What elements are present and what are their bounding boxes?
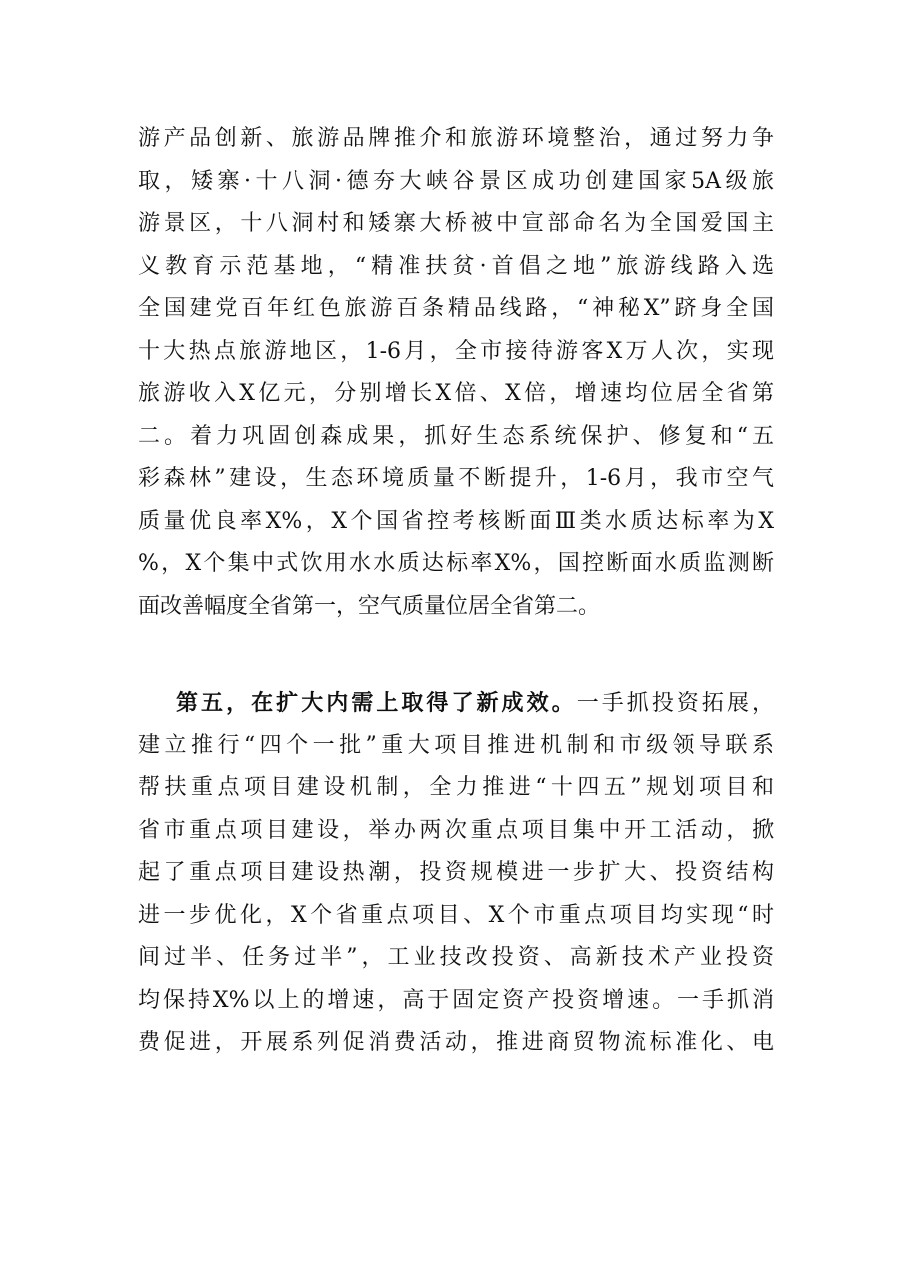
text-line: 均保持X%以上的增速，高于固定资产投资增速。一手抓消 (138, 987, 774, 1013)
text-line: 旅游收入X亿元，分别增长X倍、X倍，增速均位居全省第 (138, 381, 774, 406)
text-line: 省市重点项目建设，举办两次重点项目集中开工活动，掀 (138, 817, 774, 843)
heading-continuation: 一手抓投资拓展， (576, 691, 774, 716)
text-line: 起了重点项目建设热潮，投资规模进一步扩大、投资结构 (138, 860, 774, 885)
text-line: 面改善幅度全省第一，空气质量位居全省第二。 (138, 593, 601, 619)
text-line: 全国建党百年红色旅游百条精品线路，“神秘X”跻身全国 (138, 296, 774, 321)
text-line: 进一步优化，X个省重点项目、X个市重点项目均实现“时 (138, 902, 774, 928)
text-line: 十大热点旅游地区，1-6月，全市接待游客X万人次，实现 (138, 338, 774, 364)
text-line: 质量优良率X%，X个国省控考核断面Ⅲ类水质达标率为X (138, 508, 774, 534)
paragraph-domestic-demand (138, 682, 774, 1065)
text-line: 义教育示范基地，“精准扶贫·首倡之地”旅游线路入选 (138, 253, 774, 279)
text-line: 建立推行“四个一批”重大项目推进机制和市级领导联系 (138, 732, 774, 758)
text-line: 取，矮寨·十八洞·德夯大峡谷景区成功创建国家5A级旅 (138, 168, 774, 194)
text-line: 游产品创新、旅游品牌推介和旅游环境整治，通过努力争 (138, 126, 774, 151)
text-line: 帮扶重点项目建设机制，全力推进“十四五”规划项目和 (138, 775, 774, 800)
paragraph-tourism-ecology (138, 118, 774, 628)
text-line: 间过半、任务过半”，工业技改投资、高新技术产业投资 (138, 945, 774, 970)
text-line: 彩森林”建设，生态环境质量不断提升，1-6月，我市空气 (138, 466, 774, 491)
section-heading: 第五，在扩大内需上取得了新成效。 (176, 690, 577, 716)
text-line-first (138, 682, 774, 725)
text-line: 游景区，十八洞村和矮寨大桥被中宣部命名为全国爱国主 (138, 211, 774, 236)
text-line: 二。着力巩固创森成果，抓好生态系统保护、修复和“五 (138, 423, 774, 449)
text-line: %，X个集中式饮用水水质达标率X%，国控断面水质监测断 (138, 551, 774, 576)
text-line: 费促进，开展系列促消费活动，推进商贸物流标准化、电 (138, 1030, 774, 1055)
